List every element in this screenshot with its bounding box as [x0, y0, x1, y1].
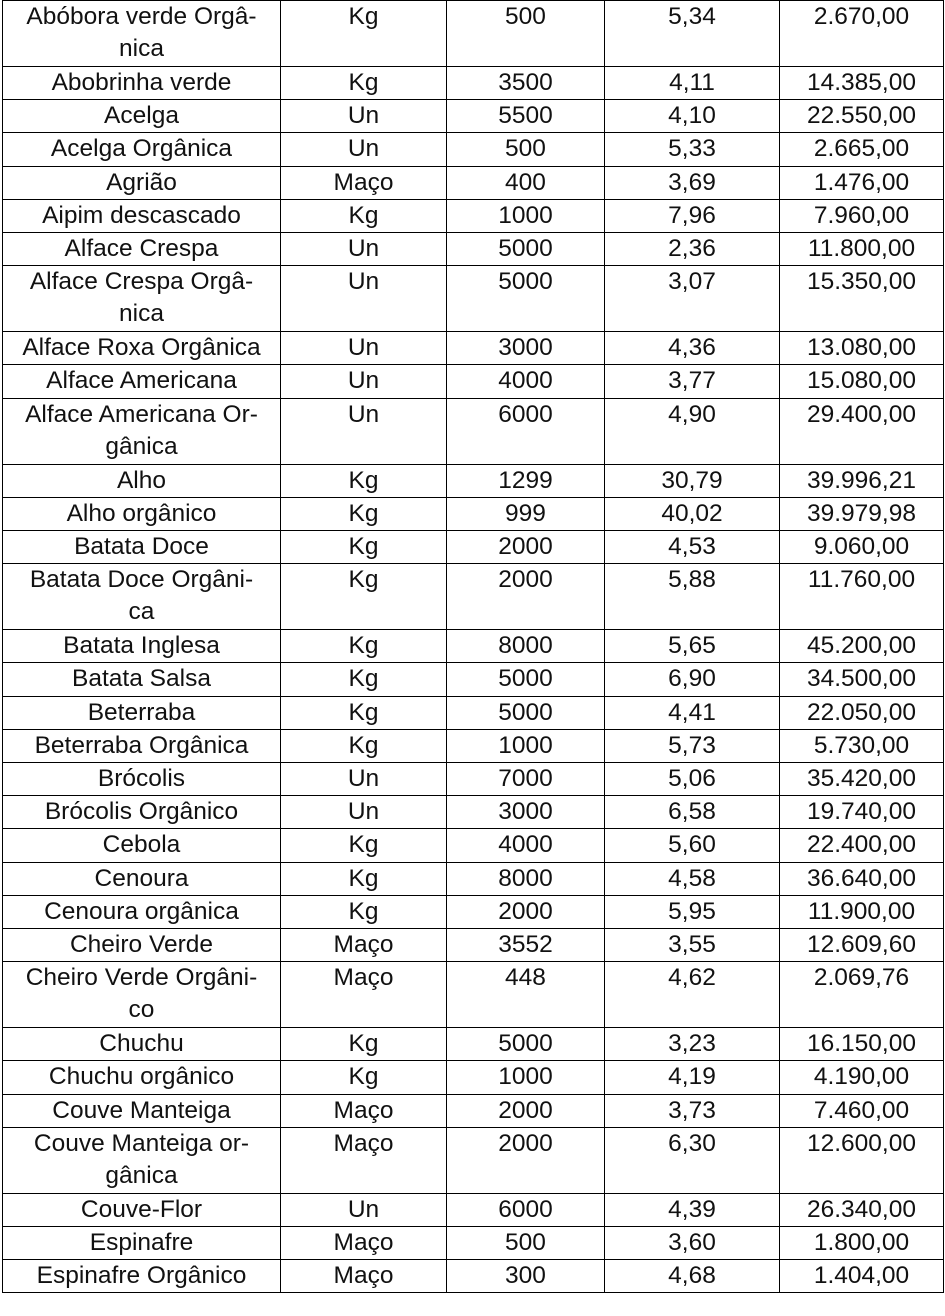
unit-cell: Kg: [281, 895, 447, 928]
unit-cell: Kg: [281, 464, 447, 497]
table-row: [3, 1193, 944, 1226]
unit-price-cell: 7,96: [605, 199, 780, 232]
total-cell: 2.665,00: [780, 133, 944, 166]
unit-price-cell: 4,39: [605, 1193, 780, 1226]
total-cell: 26.340,00: [780, 1193, 944, 1226]
product-name-line: Batata Salsa: [72, 665, 211, 693]
product-price-table: [2, 0, 944, 1293]
unit-cell: Maço: [281, 929, 447, 962]
table-row: [3, 266, 944, 332]
table-row: [3, 531, 944, 564]
table-row: [3, 663, 944, 696]
table-row: [3, 962, 944, 1028]
table-row: [3, 696, 944, 729]
unit-price-cell: 4,58: [605, 862, 780, 895]
quantity-cell: 2000: [447, 564, 605, 630]
product-cell: [3, 464, 281, 497]
product-cell: [3, 862, 281, 895]
product-cell: [3, 332, 281, 365]
table-row: [3, 100, 944, 133]
table-row: [3, 166, 944, 199]
product-name-line: Chuchu orgânico: [48, 1063, 235, 1091]
product-name-line: Beterraba: [87, 698, 196, 726]
unit-cell: Maço: [281, 1127, 447, 1193]
product-cell: [3, 199, 281, 232]
unit-cell: Maço: [281, 962, 447, 1028]
product-cell: [3, 663, 281, 696]
total-cell: 22.400,00: [780, 829, 944, 862]
product-cell: [3, 497, 281, 530]
product-name-line: Cheiro Verde: [69, 931, 213, 959]
table-row: [3, 133, 944, 166]
product-cell: [3, 365, 281, 398]
quantity-cell: 7000: [447, 763, 605, 796]
product-name-line: Espinafre: [89, 1229, 194, 1257]
table-row: [3, 1260, 944, 1293]
quantity-cell: 400: [447, 166, 605, 199]
unit-price-cell: 40,02: [605, 497, 780, 530]
product-name-line: Cebola: [102, 831, 181, 859]
unit-cell: Kg: [281, 1, 447, 67]
unit-price-cell: 3,77: [605, 365, 780, 398]
table-row: [3, 1, 944, 67]
product-cell: [3, 1094, 281, 1127]
table-row: [3, 497, 944, 530]
unit-price-cell: 6,90: [605, 663, 780, 696]
unit-cell: Kg: [281, 199, 447, 232]
product-cell: [3, 1028, 281, 1061]
product-cell: [3, 133, 281, 166]
unit-cell: Un: [281, 332, 447, 365]
product-cell: [3, 729, 281, 762]
unit-price-cell: 5,60: [605, 829, 780, 862]
quantity-cell: 5000: [447, 266, 605, 332]
quantity-cell: 999: [447, 497, 605, 530]
product-name-line: Brócolis Orgânico: [44, 798, 239, 826]
total-cell: 15.350,00: [780, 266, 944, 332]
unit-cell: Kg: [281, 696, 447, 729]
product-name-line: Batata Inglesa: [63, 632, 220, 660]
quantity-cell: 1299: [447, 464, 605, 497]
product-name-line: Acelga Orgânica: [50, 135, 233, 163]
table-row: [3, 1094, 944, 1127]
total-cell: 1.800,00: [780, 1227, 944, 1260]
total-cell: 13.080,00: [780, 332, 944, 365]
table-body: [3, 1, 944, 1293]
quantity-cell: 5500: [447, 100, 605, 133]
unit-price-cell: 5,73: [605, 729, 780, 762]
unit-cell: Un: [281, 365, 447, 398]
unit-cell: Kg: [281, 564, 447, 630]
total-cell: 22.550,00: [780, 100, 944, 133]
quantity-cell: 6000: [447, 1193, 605, 1226]
unit-price-cell: 5,06: [605, 763, 780, 796]
product-cell: [3, 100, 281, 133]
table-row: [3, 332, 944, 365]
unit-price-cell: 3,60: [605, 1227, 780, 1260]
product-name-line: Batata Doce: [74, 533, 209, 561]
table-row: [3, 1227, 944, 1260]
quantity-cell: 448: [447, 962, 605, 1028]
total-cell: 7.460,00: [780, 1094, 944, 1127]
product-cell: [3, 233, 281, 266]
table-row: [3, 895, 944, 928]
unit-cell: Kg: [281, 663, 447, 696]
unit-cell: Un: [281, 233, 447, 266]
table-row: [3, 199, 944, 232]
product-name-line: Brócolis: [97, 765, 186, 793]
product-name-line: Alface Crespa Orgâ-: [29, 268, 254, 296]
table-row: [3, 829, 944, 862]
product-cell: [3, 564, 281, 630]
quantity-cell: 3552: [447, 929, 605, 962]
quantity-cell: 3000: [447, 796, 605, 829]
unit-price-cell: 2,36: [605, 233, 780, 266]
product-cell: [3, 962, 281, 1028]
product-cell: [3, 1227, 281, 1260]
unit-cell: Un: [281, 796, 447, 829]
product-cell: [3, 763, 281, 796]
quantity-cell: 5000: [447, 663, 605, 696]
product-cell: [3, 1061, 281, 1094]
total-cell: 12.600,00: [780, 1127, 944, 1193]
product-name-line: Cenoura: [94, 864, 189, 892]
product-cell: [3, 266, 281, 332]
product-cell: [3, 829, 281, 862]
total-cell: 14.385,00: [780, 67, 944, 100]
table-row: [3, 464, 944, 497]
product-name-line: gânica: [105, 432, 178, 460]
unit-price-cell: 30,79: [605, 464, 780, 497]
unit-price-cell: 4,11: [605, 67, 780, 100]
table-row: [3, 365, 944, 398]
total-cell: 4.190,00: [780, 1061, 944, 1094]
unit-price-cell: 5,34: [605, 1, 780, 67]
product-name-line: Alface Crespa: [64, 235, 219, 263]
table-row: [3, 729, 944, 762]
unit-cell: Un: [281, 1193, 447, 1226]
total-cell: 5.730,00: [780, 729, 944, 762]
unit-cell: Kg: [281, 1061, 447, 1094]
table-row: [3, 862, 944, 895]
product-cell: [3, 398, 281, 464]
unit-price-cell: 4,90: [605, 398, 780, 464]
table-row: [3, 233, 944, 266]
unit-cell: Kg: [281, 829, 447, 862]
product-name-line: Couve Manteiga: [52, 1096, 231, 1124]
quantity-cell: 5000: [447, 1028, 605, 1061]
product-name-line: Alho orgânico: [66, 499, 217, 527]
product-name-line: Beterraba Orgânica: [34, 731, 249, 759]
quantity-cell: 1000: [447, 199, 605, 232]
unit-price-cell: 4,68: [605, 1260, 780, 1293]
total-cell: 7.960,00: [780, 199, 944, 232]
total-cell: 19.740,00: [780, 796, 944, 829]
product-name-line: Abóbora verde Orgâ-: [26, 3, 257, 30]
quantity-cell: 2000: [447, 895, 605, 928]
product-cell: [3, 796, 281, 829]
quantity-cell: 4000: [447, 829, 605, 862]
unit-cell: Un: [281, 763, 447, 796]
quantity-cell: 4000: [447, 365, 605, 398]
product-name-line: Couve Manteiga or-: [33, 1129, 250, 1157]
unit-cell: Un: [281, 266, 447, 332]
product-name-line: gânica: [105, 1162, 178, 1190]
product-cell: [3, 696, 281, 729]
quantity-cell: 6000: [447, 398, 605, 464]
total-cell: 16.150,00: [780, 1028, 944, 1061]
quantity-cell: 2000: [447, 1094, 605, 1127]
unit-cell: Kg: [281, 67, 447, 100]
quantity-cell: 8000: [447, 630, 605, 663]
total-cell: 9.060,00: [780, 531, 944, 564]
product-name-line: co: [128, 996, 155, 1024]
unit-cell: Un: [281, 100, 447, 133]
unit-cell: Kg: [281, 531, 447, 564]
product-name-line: Chuchu: [99, 1030, 184, 1058]
quantity-cell: 2000: [447, 531, 605, 564]
unit-cell: Un: [281, 133, 447, 166]
product-name-line: Agrião: [106, 168, 177, 196]
total-cell: 15.080,00: [780, 365, 944, 398]
quantity-cell: 500: [447, 1, 605, 67]
total-cell: 39.996,21: [780, 464, 944, 497]
unit-cell: Kg: [281, 862, 447, 895]
product-cell: [3, 895, 281, 928]
product-name-line: Alface Americana Or-: [25, 400, 258, 428]
total-cell: 34.500,00: [780, 663, 944, 696]
product-name-line: Couve-Flor: [80, 1195, 203, 1223]
total-cell: 39.979,98: [780, 497, 944, 530]
unit-price-cell: 6,30: [605, 1127, 780, 1193]
total-cell: 2.670,00: [780, 1, 944, 67]
product-name-line: Cheiro Verde Orgâni-: [25, 964, 258, 992]
quantity-cell: 300: [447, 1260, 605, 1293]
unit-cell: Kg: [281, 729, 447, 762]
table-row: [3, 1061, 944, 1094]
table-row: [3, 1127, 944, 1193]
product-cell: [3, 1260, 281, 1293]
unit-price-cell: 3,07: [605, 266, 780, 332]
product-name-line: ca: [128, 598, 155, 626]
unit-price-cell: 6,58: [605, 796, 780, 829]
unit-price-cell: 5,95: [605, 895, 780, 928]
quantity-cell: 1000: [447, 729, 605, 762]
table-row: [3, 796, 944, 829]
table-row: [3, 929, 944, 962]
product-name-line: nica: [119, 35, 164, 63]
product-cell: [3, 630, 281, 663]
table-row: [3, 564, 944, 630]
table-row: [3, 398, 944, 464]
unit-price-cell: 4,19: [605, 1061, 780, 1094]
total-cell: 11.800,00: [780, 233, 944, 266]
product-cell: [3, 1193, 281, 1226]
unit-cell: Maço: [281, 1094, 447, 1127]
product-name-line: Batata Doce Orgâni-: [29, 566, 254, 594]
quantity-cell: 5000: [447, 233, 605, 266]
total-cell: 11.900,00: [780, 895, 944, 928]
table-row: [3, 630, 944, 663]
unit-price-cell: 3,73: [605, 1094, 780, 1127]
product-cell: [3, 1, 281, 67]
quantity-cell: 5000: [447, 696, 605, 729]
quantity-cell: 3000: [447, 332, 605, 365]
product-cell: [3, 1127, 281, 1193]
quantity-cell: 500: [447, 133, 605, 166]
product-name-line: Acelga: [104, 102, 179, 130]
total-cell: 1.476,00: [780, 166, 944, 199]
total-cell: 35.420,00: [780, 763, 944, 796]
unit-cell: Kg: [281, 497, 447, 530]
total-cell: 1.404,00: [780, 1260, 944, 1293]
unit-price-cell: 4,10: [605, 100, 780, 133]
unit-price-cell: 3,23: [605, 1028, 780, 1061]
unit-cell: Maço: [281, 166, 447, 199]
quantity-cell: 2000: [447, 1127, 605, 1193]
unit-price-cell: 4,36: [605, 332, 780, 365]
quantity-cell: 8000: [447, 862, 605, 895]
unit-cell: Un: [281, 398, 447, 464]
unit-price-cell: 4,41: [605, 696, 780, 729]
unit-cell: Maço: [281, 1260, 447, 1293]
product-cell: [3, 531, 281, 564]
product-name-line: nica: [119, 300, 164, 328]
quantity-cell: 500: [447, 1227, 605, 1260]
unit-cell: Kg: [281, 1028, 447, 1061]
product-name-line: Alface Americana: [46, 367, 237, 395]
product-name-line: Aipim descascado: [42, 201, 241, 229]
product-name-line: Cenoura orgânica: [44, 897, 239, 925]
unit-price-cell: 5,33: [605, 133, 780, 166]
quantity-cell: 1000: [447, 1061, 605, 1094]
product-name-line: Alface Roxa Orgânica: [22, 334, 261, 362]
table-row: [3, 1028, 944, 1061]
unit-cell: Kg: [281, 630, 447, 663]
total-cell: 29.400,00: [780, 398, 944, 464]
product-cell: [3, 166, 281, 199]
unit-price-cell: 3,69: [605, 166, 780, 199]
total-cell: 22.050,00: [780, 696, 944, 729]
unit-price-cell: 3,55: [605, 929, 780, 962]
product-cell: [3, 67, 281, 100]
total-cell: 11.760,00: [780, 564, 944, 630]
table-row: [3, 763, 944, 796]
unit-price-cell: 4,62: [605, 962, 780, 1028]
unit-price-cell: 5,88: [605, 564, 780, 630]
table-row: [3, 67, 944, 100]
total-cell: 2.069,76: [780, 962, 944, 1028]
total-cell: 36.640,00: [780, 862, 944, 895]
total-cell: 12.609,60: [780, 929, 944, 962]
product-name-line: Alho: [116, 466, 167, 494]
total-cell: 45.200,00: [780, 630, 944, 663]
unit-price-cell: 5,65: [605, 630, 780, 663]
quantity-cell: 3500: [447, 67, 605, 100]
product-cell: [3, 929, 281, 962]
product-name-line: Espinafre Orgânico: [36, 1262, 247, 1290]
product-name-line: Abobrinha verde: [51, 69, 232, 96]
unit-price-cell: 4,53: [605, 531, 780, 564]
unit-cell: Maço: [281, 1227, 447, 1260]
